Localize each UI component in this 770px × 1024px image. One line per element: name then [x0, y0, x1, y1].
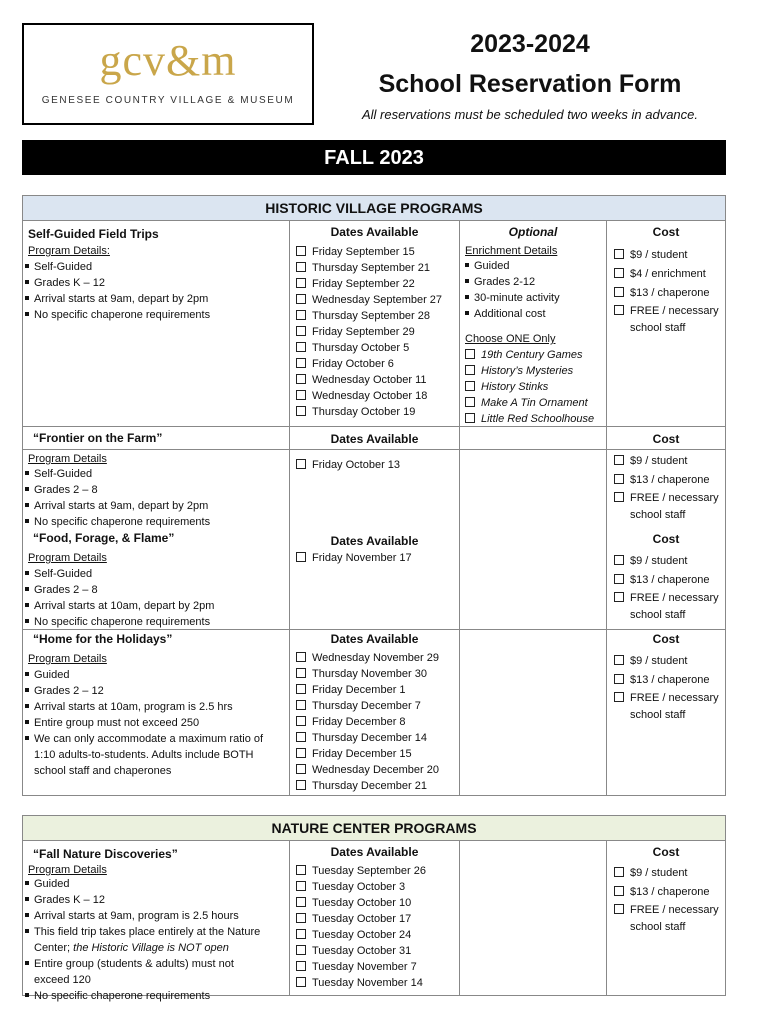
dates-header: Dates Available: [330, 845, 419, 859]
date-option[interactable]: Tuesday September 26: [296, 863, 426, 879]
date-option[interactable]: Thursday December 14: [296, 730, 439, 746]
program-detail: Grades 2 – 8: [25, 482, 210, 498]
program-name-fall-nature: “Fall Nature Discoveries”: [33, 847, 178, 861]
date-option[interactable]: Tuesday October 17: [296, 911, 426, 927]
checkbox[interactable]: [614, 592, 624, 602]
program-detail: Self-Guided: [25, 259, 210, 275]
date-option[interactable]: Thursday December 21: [296, 778, 439, 794]
form-title: School Reservation Form: [378, 70, 682, 98]
date-option[interactable]: Thursday November 30: [296, 666, 439, 682]
choose-one-label: Choose ONE Only: [465, 333, 556, 345]
checkbox[interactable]: [296, 294, 306, 304]
program-name-frontier: “Frontier on the Farm”: [33, 431, 163, 445]
date-option[interactable]: Thursday December 7: [296, 698, 439, 714]
logo-mark: gcv&m: [99, 36, 237, 85]
cost-header: Cost: [652, 845, 680, 859]
checkbox[interactable]: [296, 310, 306, 320]
checkbox[interactable]: [296, 406, 306, 416]
date-option[interactable]: Friday December 1: [296, 682, 439, 698]
checkbox[interactable]: [296, 374, 306, 384]
checkbox[interactable]: [296, 700, 306, 710]
date-option[interactable]: Thursday October 19: [296, 404, 442, 420]
checkbox[interactable]: [296, 881, 306, 891]
cost-option[interactable]: $13 / chaperone: [614, 471, 719, 490]
cost-note: school staff: [630, 921, 686, 933]
form-subtitle: All reservations must be scheduled two weeks in advance.: [361, 107, 698, 122]
cost-option[interactable]: $9 / student: [614, 452, 719, 471]
date-option[interactable]: Wednesday October 18: [296, 388, 442, 404]
historic-programs-table: [22, 220, 726, 796]
enrichment-detail: Guided: [465, 258, 560, 274]
cost-option[interactable]: $9 / student: [614, 864, 719, 883]
cost-note: school staff: [630, 322, 686, 334]
checkbox[interactable]: [614, 904, 624, 914]
program-detail: Entire group (students & adults) must not: [25, 956, 260, 972]
program-detail: No specific chaperone requirements: [25, 307, 210, 323]
cost-option[interactable]: FREE / necessary: [614, 690, 719, 707]
checkbox[interactable]: [296, 390, 306, 400]
date-option[interactable]: Wednesday October 11: [296, 372, 442, 388]
program-details-label: Program Details: [28, 653, 107, 665]
cost-option[interactable]: FREE / necessary: [614, 303, 719, 320]
logo: [22, 23, 314, 125]
nature-section-title: NATURE CENTER PROGRAMS: [22, 815, 726, 841]
date-option[interactable]: Tuesday October 10: [296, 895, 426, 911]
program-detail: Self-Guided: [25, 466, 210, 482]
checkbox[interactable]: [614, 249, 624, 259]
program-detail: No specific chaperone requirements: [25, 514, 210, 530]
checkbox[interactable]: [614, 305, 624, 315]
date-option[interactable]: Friday September 15: [296, 244, 442, 260]
checkbox[interactable]: [296, 764, 306, 774]
program-detail: Guided: [25, 667, 263, 683]
date-option[interactable]: Wednesday November 29: [296, 650, 439, 666]
program-detail-cont: exceed 120: [34, 974, 91, 986]
checkbox[interactable]: [296, 358, 306, 368]
checkbox[interactable]: [296, 652, 306, 662]
program-detail: Grades 2 – 8: [25, 582, 214, 598]
date-option[interactable]: Wednesday December 20: [296, 762, 439, 778]
checkbox[interactable]: [296, 897, 306, 907]
date-option[interactable]: Friday October 6: [296, 356, 442, 372]
date-option[interactable]: Thursday September 21: [296, 260, 442, 276]
program-detail: Arrival starts at 10am, program is 2.5 hrs: [25, 699, 263, 715]
program-detail: No specific chaperone requirements: [25, 988, 260, 1004]
checkbox[interactable]: [296, 278, 306, 288]
dates-header: Dates Available: [330, 225, 419, 239]
checkbox[interactable]: [614, 886, 624, 896]
program-detail: Arrival starts at 9am, depart by 2pm: [25, 291, 210, 307]
date-option[interactable]: Tuesday October 31: [296, 943, 426, 959]
program-detail-cont: school staff and chaperones: [34, 765, 172, 777]
program-name-food-forage: “Food, Forage, & Flame”: [33, 531, 175, 545]
program-details-label: Program Details: [28, 864, 107, 876]
dates-header: Dates Available: [330, 534, 419, 548]
date-option[interactable]: Tuesday November 7: [296, 959, 426, 975]
date-option[interactable]: Friday December 8: [296, 714, 439, 730]
program-detail: We can only accommodate a maximum ratio of: [25, 731, 263, 747]
checkbox[interactable]: [296, 668, 306, 678]
program-detail: Arrival starts at 10am, depart by 2pm: [25, 598, 214, 614]
date-option[interactable]: Friday December 15: [296, 746, 439, 762]
checkbox[interactable]: [296, 326, 306, 336]
checkbox[interactable]: [614, 287, 624, 297]
logo-subtitle: GENESEE COUNTRY VILLAGE & MUSEUM: [41, 95, 295, 106]
enrichment-details-label: Enrichment Details: [465, 245, 558, 257]
checkbox[interactable]: [296, 262, 306, 272]
program-detail: Grades K – 12: [25, 892, 260, 908]
date-option[interactable]: Friday October 13: [296, 457, 400, 473]
date-option[interactable]: Tuesday October 24: [296, 927, 426, 943]
checkbox[interactable]: [296, 716, 306, 726]
enrichment-detail: 30-minute activity: [465, 290, 560, 306]
checkbox[interactable]: [614, 655, 624, 665]
date-option[interactable]: Thursday October 5: [296, 340, 442, 356]
checkbox[interactable]: [296, 246, 306, 256]
checkbox[interactable]: [465, 365, 475, 375]
date-option[interactable]: Tuesday October 3: [296, 879, 426, 895]
checkbox[interactable]: [296, 684, 306, 694]
enrichment-option[interactable]: Little Red Schoolhouse: [465, 411, 594, 427]
program-detail-cont: 1:10 adults-to-students. Adults include BOTH: [34, 749, 254, 761]
program-detail: Grades K – 12: [25, 275, 210, 291]
checkbox[interactable]: [296, 961, 306, 971]
program-detail: Arrival starts at 9am, program is 2.5 hours: [25, 908, 260, 924]
program-details-label: Program Details: [28, 453, 107, 465]
program-detail-cont: Center; the Historic Village is NOT open: [34, 942, 229, 954]
checkbox[interactable]: [614, 492, 624, 502]
checkbox[interactable]: [614, 574, 624, 584]
enrichment-option[interactable]: History Stinks: [465, 379, 594, 395]
checkbox[interactable]: [296, 748, 306, 758]
checkbox[interactable]: [614, 268, 624, 278]
cost-note: school staff: [630, 509, 686, 521]
program-detail: Guided: [25, 876, 260, 892]
season-banner: FALL 2023: [22, 140, 726, 175]
historic-section-title: HISTORIC VILLAGE PROGRAMS: [22, 195, 726, 221]
program-details-label: Program Details: [28, 552, 107, 564]
program-detail: Entire group must not exceed 250: [25, 715, 263, 731]
cost-option[interactable]: $13 / chaperone: [614, 284, 719, 303]
program-detail: Arrival starts at 9am, depart by 2pm: [25, 498, 210, 514]
cost-option[interactable]: FREE / necessary: [614, 902, 719, 919]
checkbox[interactable]: [296, 913, 306, 923]
checkbox[interactable]: [465, 381, 475, 391]
checkbox[interactable]: [296, 732, 306, 742]
checkbox[interactable]: [614, 692, 624, 702]
checkbox[interactable]: [296, 342, 306, 352]
checkbox[interactable]: [296, 865, 306, 875]
cost-header: Cost: [652, 432, 680, 446]
checkbox[interactable]: [296, 552, 306, 562]
checkbox[interactable]: [296, 459, 306, 469]
program-detail: No specific chaperone requirements: [25, 614, 214, 630]
program-detail: Grades 2 – 12: [25, 683, 263, 699]
checkbox[interactable]: [465, 349, 475, 359]
cost-option[interactable]: $4 / enrichment: [614, 265, 719, 284]
checkbox[interactable]: [296, 945, 306, 955]
cost-option[interactable]: FREE / necessary: [614, 590, 719, 607]
cost-option[interactable]: $9 / student: [614, 246, 719, 265]
cost-note: school staff: [630, 609, 686, 621]
checkbox[interactable]: [614, 674, 624, 684]
date-option[interactable]: Friday September 29: [296, 324, 442, 340]
cost-header: Cost: [652, 632, 680, 646]
dates-header: Dates Available: [330, 432, 419, 446]
program-detail: Self-Guided: [25, 566, 214, 582]
cost-option[interactable]: $9 / student: [614, 652, 719, 671]
date-option[interactable]: Friday September 22: [296, 276, 442, 292]
enrichment-option[interactable]: 19th Century Games: [465, 347, 594, 363]
program-detail: This field trip takes place entirely at the Nature: [25, 924, 260, 940]
date-option[interactable]: Thursday September 28: [296, 308, 442, 324]
checkbox[interactable]: [296, 929, 306, 939]
form-year: 2023-2024: [470, 30, 590, 58]
enrichment-detail: Grades 2-12: [465, 274, 560, 290]
checkbox[interactable]: [614, 555, 624, 565]
cost-option[interactable]: FREE / necessary: [614, 490, 719, 507]
cost-header: Cost: [652, 532, 680, 546]
cost-note: school staff: [630, 709, 686, 721]
cost-option[interactable]: $13 / chaperone: [614, 571, 719, 590]
nature-programs-table: [22, 840, 726, 1002]
program-details-label: Program Details:: [28, 245, 110, 257]
enrichment-option[interactable]: History’s Mysteries: [465, 363, 594, 379]
checkbox[interactable]: [614, 474, 624, 484]
cost-option[interactable]: $9 / student: [614, 552, 719, 571]
date-option[interactable]: Tuesday November 14: [296, 975, 426, 991]
enrichment-option[interactable]: Make A Tin Ornament: [465, 395, 594, 411]
checkbox[interactable]: [296, 780, 306, 790]
checkbox[interactable]: [465, 413, 475, 423]
checkbox[interactable]: [296, 977, 306, 987]
checkbox[interactable]: [614, 867, 624, 877]
enrichment-detail: Additional cost: [465, 306, 560, 322]
checkbox[interactable]: [614, 455, 624, 465]
date-option[interactable]: Friday November 17: [296, 550, 412, 566]
cost-option[interactable]: $13 / chaperone: [614, 883, 719, 902]
checkbox[interactable]: [465, 397, 475, 407]
cost-option[interactable]: $13 / chaperone: [614, 671, 719, 690]
date-option[interactable]: Wednesday September 27: [296, 292, 442, 308]
program-name-self-guided: Self-Guided Field Trips: [28, 227, 159, 241]
program-name-holidays: “Home for the Holidays”: [33, 632, 173, 646]
cost-header: Cost: [652, 225, 680, 239]
dates-header: Dates Available: [330, 632, 419, 646]
optional-header: Optional: [508, 225, 558, 239]
